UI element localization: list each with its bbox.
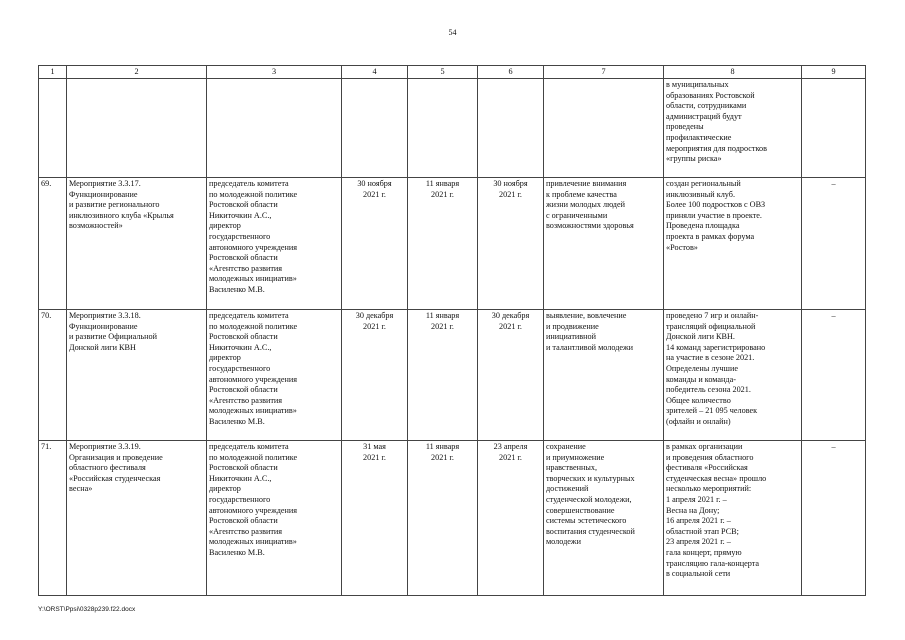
row-responsible: председатель комитета по молодежной политике Ростовской области Никиточкин А.С., директор государственного автономного учреждения Ростовской области «Агентство развития молодежных инициатив» Василенко М.В.: [207, 441, 342, 596]
header-cell-9: 9: [802, 66, 866, 79]
continuation-row: [39, 79, 866, 178]
table-row: [39, 310, 866, 441]
row-number: 70.: [39, 310, 67, 441]
row-date-start: 11 января 2021 г.: [408, 441, 478, 596]
row-number: 69.: [39, 178, 67, 310]
row-date-plan: 30 ноября 2021 г.: [342, 178, 408, 310]
header-cell-8: 8: [664, 66, 802, 79]
page-number: 54: [448, 28, 457, 37]
header-cell-2: 2: [67, 66, 207, 79]
file-path-footer: Y:\ORST\Ppsi\0328p239.f22.docx: [38, 606, 136, 613]
header-cell-5: 5: [408, 66, 478, 79]
header-cell-7: 7: [544, 66, 664, 79]
header-cell-3: 3: [207, 66, 342, 79]
row-result-actual: в рамках организации и проведения областного фестиваля «Российская студенческая весна» прошло несколько мероприятий: 1 апреля 2021 г. – Весна на Дону; 16 апреля 2021 г. – областной этап РСВ; 23 апреля 2021 г. – гала концерт, прямую трансляцию гала-концерта в социальной сети: [664, 441, 802, 596]
row-result-expected: сохранение и приумножение нравственных, творческих и культурных достижений студенческой молодежи, совершенствование системы эстетического воспитания студенческой молодежи: [544, 441, 664, 596]
row-responsible: председатель комитета по молодежной политике Ростовской области Никиточкин А.С., директор государственного автономного учреждения Ростовской области «Агентство развития молодежных инициатив» Василенко М.В.: [207, 310, 342, 441]
continuation-result-actual: в муниципальных образованиях Ростовской области, сотрудниками администраций будут проведены профилактические мероприятия для подростков «группы риска»: [664, 79, 802, 178]
row-result-actual: проведено 7 игр и онлайн- трансляций официальной Донской лиги КВН. 14 команд зарегистрировано на участие в сезоне 2021. Определены лучшие команды и команда- победитель сезона 2021. Общее количество зрителей – 21 095 человек (офлайн и онлайн): [664, 310, 802, 441]
row-date-start: 11 января 2021 г.: [408, 310, 478, 441]
row-event: Мероприятие 3.3.17. Функционирование и развитие регионального инклюзивного клуба «Крылья возможностей»: [67, 178, 207, 310]
header-row: [39, 66, 866, 79]
row-event: Мероприятие 3.3.18. Функционирование и развитие Официальной Донской лиги КВН: [67, 310, 207, 441]
table-row: [39, 178, 866, 310]
row-date-end: 23 апреля 2021 г.: [478, 441, 544, 596]
row-date-plan: 31 мая 2021 г.: [342, 441, 408, 596]
row-date-plan: 30 декабря 2021 г.: [342, 310, 408, 441]
row-date-end: 30 декабря 2021 г.: [478, 310, 544, 441]
row-result-expected: привлечение внимания к проблеме качества жизни молодых людей с ограниченными возможностями здоровья: [544, 178, 664, 310]
header-cell-1: 1: [39, 66, 67, 79]
row-number: 71.: [39, 441, 67, 596]
header-cell-4: 4: [342, 66, 408, 79]
row-date-start: 11 января 2021 г.: [408, 178, 478, 310]
row-date-end: 30 ноября 2021 г.: [478, 178, 544, 310]
row-result-actual: создан региональный инклюзивный клуб. Более 100 подростков с ОВЗ приняли участие в проекте. Проведена площадка проекта в рамках форума «Ростов»: [664, 178, 802, 310]
table-row: [39, 441, 866, 596]
row-note: –: [802, 441, 866, 596]
row-note: –: [802, 178, 866, 310]
row-event: Мероприятие 3.3.19. Организация и проведение областного фестиваля «Российская студенческая весна»: [67, 441, 207, 596]
report-table: [38, 65, 866, 596]
row-responsible: председатель комитета по молодежной политике Ростовской области Никиточкин А.С., директор государственного автономного учреждения Ростовской области «Агентство развития молодежных инициатив» Василенко М.В.: [207, 178, 342, 310]
row-note: –: [802, 310, 866, 441]
row-result-expected: выявление, вовлечение и продвижение инициативной и талантливой молодежи: [544, 310, 664, 441]
header-cell-6: 6: [478, 66, 544, 79]
